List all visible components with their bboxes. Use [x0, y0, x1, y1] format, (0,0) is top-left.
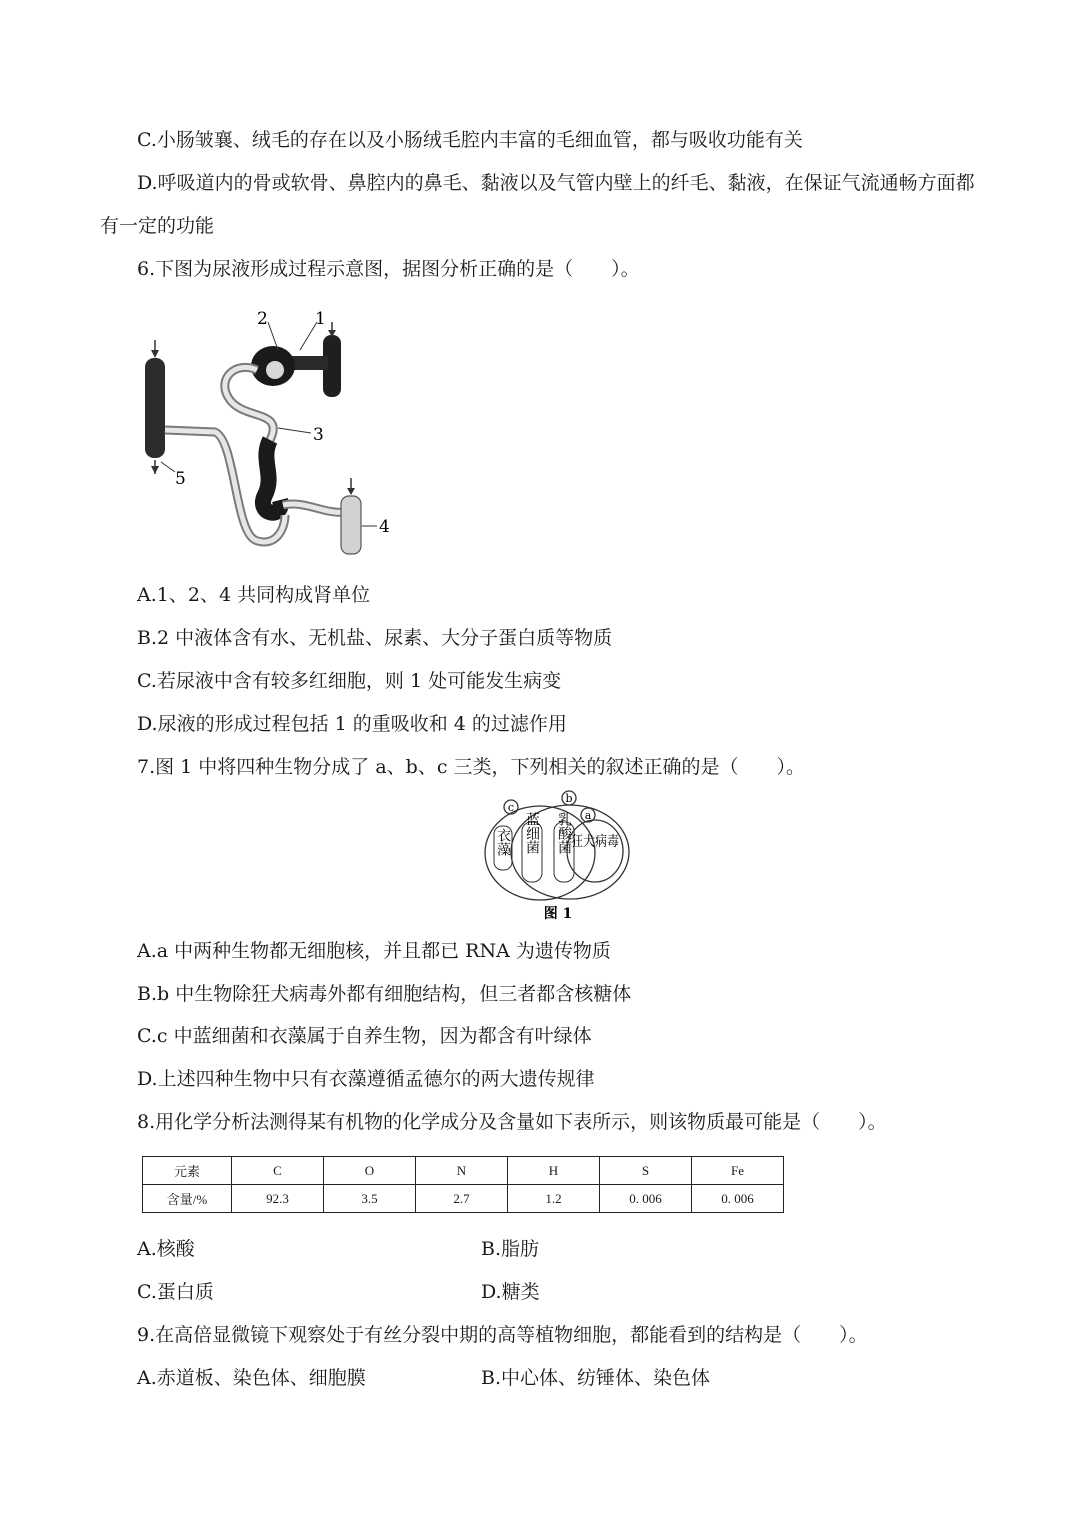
label-a: a [584, 809, 592, 822]
composition-table [142, 1156, 784, 1213]
organism-lanxijun: 蓝细菌 [524, 812, 540, 854]
label-4: 4 [379, 517, 390, 537]
table-cell: 0. 006 [692, 1185, 784, 1213]
label-b: b [565, 792, 573, 805]
q7-option-c: C.c 中蓝细菌和衣藻属于自养生物，因为都含有叶绿体 [137, 1025, 592, 1047]
q8-option-a: A.核酸 [137, 1238, 195, 1260]
label-2: 2 [257, 309, 268, 329]
q7-stem: 7.图 1 中将四种生物分成了 a、b、c 三类，下列相关的叙述正确的是（ ）。 [137, 756, 806, 778]
collecting-duct [145, 358, 165, 458]
table-cell: S [600, 1157, 692, 1185]
q7-option-b: B.b 中生物除狂犬病毒外都有细胞结构，但三者都含核糖体 [137, 983, 632, 1005]
table-cell: Fe [692, 1157, 784, 1185]
organism-yizao: 衣藻 [495, 828, 511, 856]
venn-diagram [478, 788, 638, 923]
q6-option-d: D.尿液的形成过程包括 1 的重吸收和 4 的过滤作用 [137, 713, 567, 735]
table-cell: H [508, 1157, 600, 1185]
organism-rusuanjun: 乳酸菌 [556, 812, 572, 854]
table-cell: 3.5 [324, 1185, 416, 1213]
table-cell: C [232, 1157, 324, 1185]
q8-option-b: B.脂肪 [481, 1238, 540, 1260]
q6-stem: 6.下图为尿液形成过程示意图，据图分析正确的是（ ）。 [137, 258, 640, 280]
table-row [143, 1185, 784, 1213]
nephron-diagram [135, 300, 395, 565]
q5-option-d: D.呼吸道内的骨或软骨、鼻腔内的鼻毛、黏液以及气管内壁上的纤毛、黏液，在保证气流通畅方面都 [137, 172, 975, 194]
table-cell: 1.2 [508, 1185, 600, 1213]
table-header-row [143, 1157, 784, 1185]
table-cell: 2.7 [416, 1185, 508, 1213]
q7-option-d: D.上述四种生物中只有衣藻遵循孟德尔的两大遗传规律 [137, 1068, 595, 1090]
q5-option-d-continued: 有一定的功能 [100, 215, 215, 237]
label-3: 3 [313, 425, 324, 445]
q7-option-a: A.a 中两种生物都无细胞核，并且都已 RNA 为遗传物质 [137, 940, 611, 962]
q6-option-b: B.2 中液体含有水、无机盐、尿素、大分子蛋白质等物质 [137, 627, 613, 649]
q9-option-a: A.赤道板、染色体、细胞膜 [137, 1367, 366, 1389]
q6-option-a: A.1、2、4 共同构成肾单位 [137, 584, 371, 606]
label-5: 5 [175, 469, 186, 489]
table-cell: 含量/% [143, 1185, 232, 1213]
figure-caption: 图 1 [543, 906, 573, 922]
q8-stem: 8.用化学分析法测得某有机物的化学成分及含量如下表所示，则该物质最可能是（ ）。 [137, 1111, 887, 1133]
renal-tubule-end [341, 496, 361, 554]
table-cell: O [324, 1157, 416, 1185]
q9-option-b: B.中心体、纺锤体、染色体 [481, 1367, 711, 1389]
table-cell: N [416, 1157, 508, 1185]
q6-option-c: C.若尿液中含有较多红细胞，则 1 处可能发生病变 [137, 670, 562, 692]
q8-option-c: C.蛋白质 [137, 1281, 214, 1303]
glomerulus [266, 361, 284, 379]
table-cell: 0. 006 [600, 1185, 692, 1213]
q8-option-d: D.糖类 [481, 1281, 540, 1303]
label-c: c [507, 801, 515, 814]
label-1: 1 [315, 309, 326, 329]
organism-kuangquanbingdu: 狂犬病毒 [571, 834, 627, 850]
table-cell: 92.3 [232, 1185, 324, 1213]
q9-stem: 9.在高倍显微镜下观察处于有丝分裂中期的高等植物细胞，都能看到的结构是（ ）。 [137, 1324, 868, 1346]
table-cell: 元素 [143, 1157, 232, 1185]
q5-option-c: C.小肠皱襄、绒毛的存在以及小肠绒毛腔内丰富的毛细血管，都与吸收功能有关 [137, 129, 803, 151]
